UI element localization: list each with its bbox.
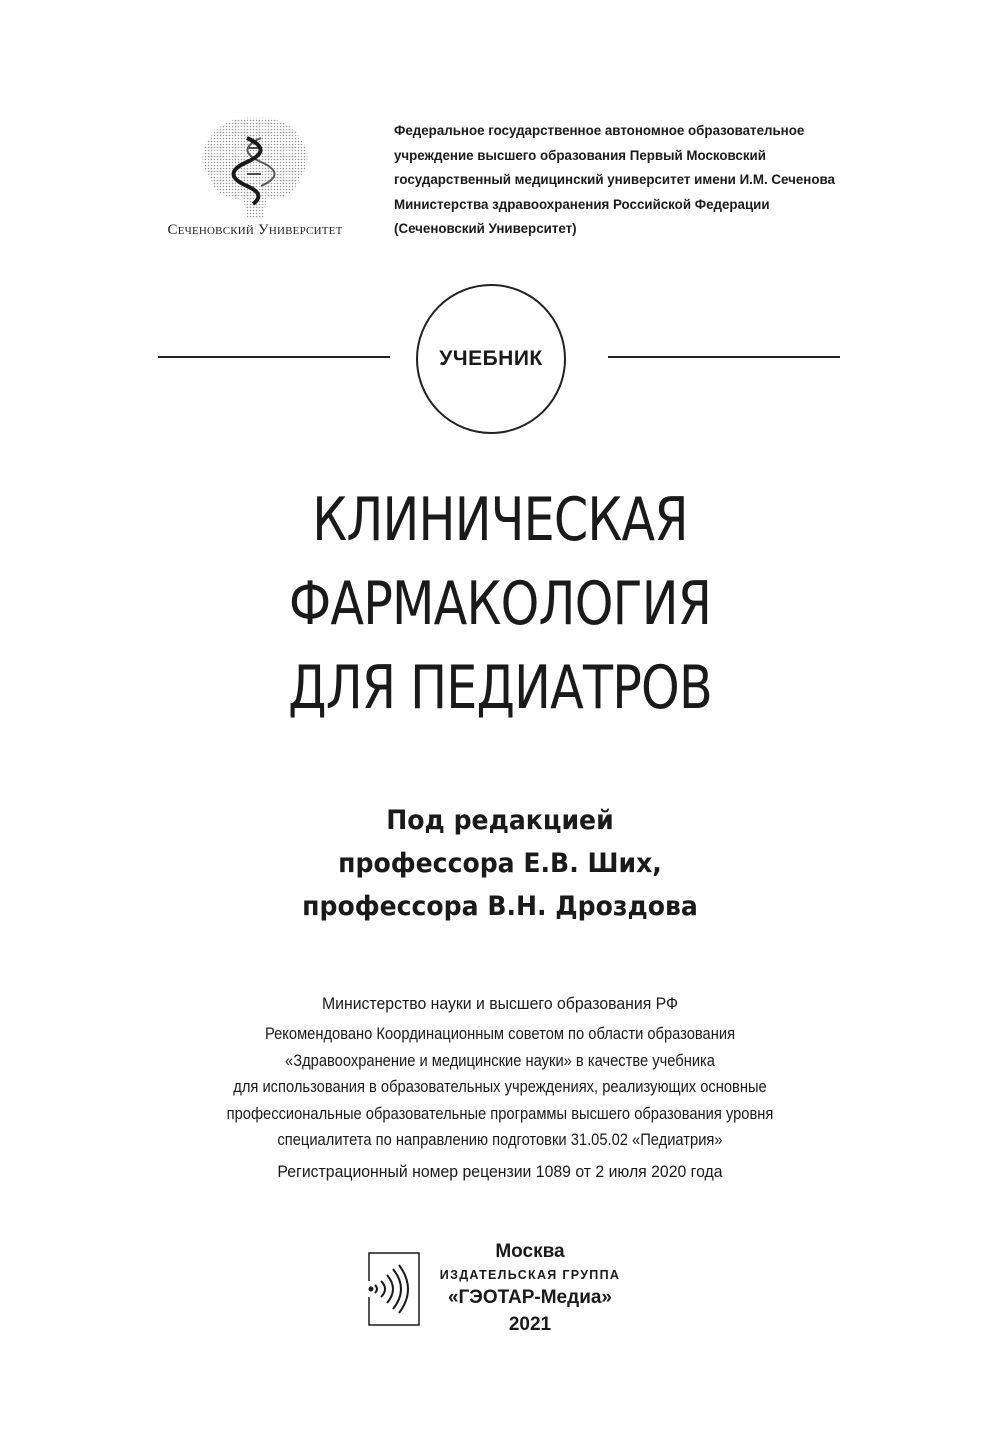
recommendation-line: для использования в образовательных учреждениях, реализующих основные — [233, 1077, 767, 1097]
geotar-media-logo-icon — [365, 1251, 423, 1327]
institution-line: учреждение высшего образования Первый Московский — [394, 147, 766, 164]
ministry-name: Министерство науки и высшего образования РФ — [321, 994, 679, 1013]
book-title-line: ФАРМАКОЛОГИЯ — [288, 569, 712, 639]
editors-line: Под редакцией — [386, 805, 614, 836]
publisher-city: Москва — [495, 1241, 565, 1262]
institution-line: Министерства здравоохранения Российской Федерации — [394, 196, 770, 213]
publisher-logo — [365, 1251, 423, 1327]
publisher-group: ИЗДАТЕЛЬСКАЯ ГРУППА — [439, 1268, 621, 1282]
divider-right — [608, 356, 840, 358]
publisher-block — [425, 1239, 635, 1338]
publication-year: 2021 — [508, 1314, 552, 1335]
book-title-line: КЛИНИЧЕСКАЯ — [312, 485, 688, 555]
registration-number: Регистрационный номер рецензии 1089 от 2 июля 2020 года — [277, 1161, 723, 1181]
publisher-name: «ГЭОТАР-Медиа» — [447, 1287, 613, 1308]
editors-block — [0, 799, 1000, 928]
university-logo-text: Сеченовский Университет — [167, 222, 343, 238]
recommendation-text — [35, 1021, 965, 1154]
textbook-badge-label: УЧЕБНИК — [439, 347, 543, 370]
institution-line: Федеральное государственное автономное образовательное — [394, 123, 805, 139]
institution-line: государственный медицинский университет имени И.М. Сеченова — [394, 172, 835, 188]
institution-description — [394, 119, 836, 242]
editors-line: профессора Е.В. Ших, — [338, 848, 662, 879]
institution-line: (Сеченовский Университет) — [394, 221, 577, 237]
book-title-line: ДЛЯ ПЕДИАТРОВ — [288, 653, 712, 723]
tree-dna-logo-icon — [195, 110, 315, 218]
editors-line: профессора В.Н. Дроздова — [302, 891, 698, 922]
recommendation-line: специалитета по направлению подготовки 31.05.02 «Педиатрия» — [277, 1130, 723, 1150]
recommendation-block — [0, 991, 1000, 1185]
recommendation-line: Рекомендовано Координационным советом по области образования — [264, 1024, 736, 1043]
recommendation-line: «Здравоохранение и медицинские науки» в качестве учебника — [285, 1050, 715, 1070]
divider-left — [158, 356, 390, 358]
recommendation-line: профессиональные образовательные программы высшего образования уровня — [226, 1103, 774, 1123]
university-logo — [140, 110, 370, 250]
textbook-badge — [416, 284, 566, 434]
book-title — [0, 478, 1000, 730]
